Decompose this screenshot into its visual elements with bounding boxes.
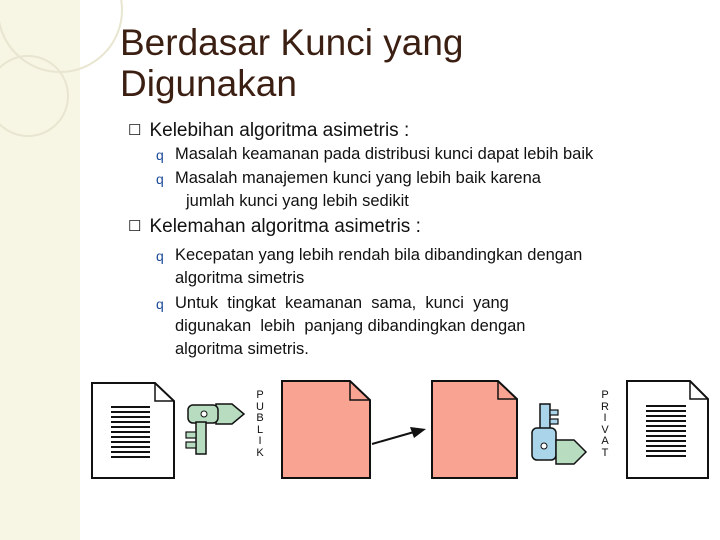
sub-bullet-line: digunakan lebih panjang dibandingkan dengan [175,317,526,335]
sub-bullet [156,167,541,213]
encryption-diagram [0,370,720,480]
title-line-1: Berdasar Kunci yang [120,22,464,63]
sub-bullet-line: jumlah kunci yang lebih sedikit [186,192,409,210]
public-key-label [253,390,267,459]
label-letter: K [256,446,264,459]
private-key-icon [532,404,586,464]
ciphertext-document-icon [282,381,370,478]
page-title [120,22,463,104]
q-bullet-icon: q [156,296,164,312]
label-letter: P [256,389,264,401]
bullet-disadvantages [128,216,421,238]
label-letter: T [601,446,609,459]
sub-bullet-line: algoritma simetris [175,269,305,287]
label-letter: I [603,412,607,424]
title-line-2: Digunakan [120,63,297,104]
sub-bullet [156,244,583,290]
sub-bullet [156,292,615,361]
q-bullet-icon: q [156,248,164,264]
sub-bullet-line: Kecepatan yang lebih rendah bila dibandingkan dengan [175,246,583,264]
arrow-icon [372,427,426,444]
label-letter: A [601,435,609,447]
sub-bullet-line: algoritma simetris. [175,340,309,358]
bullet-disadvantages-text: Kelemahan algoritma asimetris : [149,216,421,237]
q-bullet-icon: q [156,147,164,163]
label-letter: V [601,423,609,436]
sub-bullet-line: Masalah manajemen kunci yang lebih baik karena [175,169,541,187]
private-key-label [598,390,612,459]
label-letter: R [601,400,609,413]
ciphertext-document-icon [432,381,517,478]
sub-bullet-line: Untuk tingkat keamanan sama, kunci yang [175,294,509,312]
public-key-icon [186,404,244,454]
label-letter: I [258,435,262,447]
plaintext-document-icon [92,383,174,478]
checkbox-bullet-icon: ☐ [128,218,142,235]
sub-bullet-line: Masalah keamanan pada distribusi kunci dapat lebih baik [175,145,594,163]
checkbox-bullet-icon: ☐ [128,122,142,139]
bullet-advantages-text: Kelebihan algoritma asimetris : [149,120,410,141]
q-bullet-icon: q [156,171,164,187]
label-letter: U [256,400,264,413]
label-letter: L [256,423,264,436]
bullet-advantages [128,120,409,142]
label-letter: P [601,389,609,401]
plaintext-document-icon [627,381,708,478]
sub-bullet [156,143,594,166]
label-letter: B [256,412,264,424]
